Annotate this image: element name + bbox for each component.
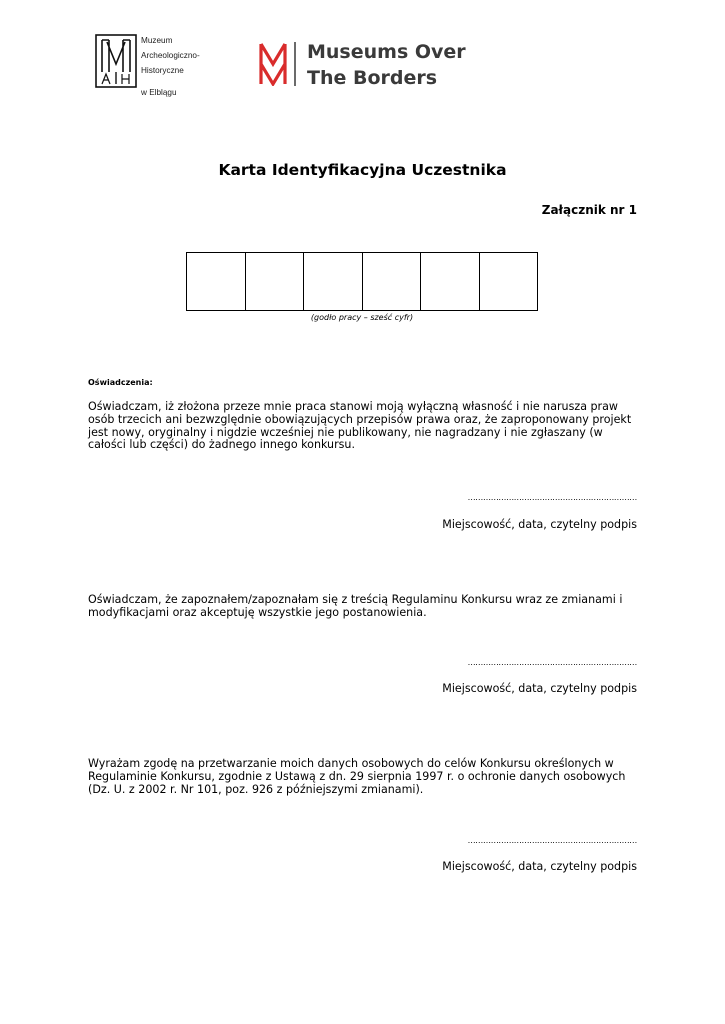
- page-title: Karta Identyfikacyjna Uczestnika: [218, 161, 507, 179]
- logo-separator: [294, 42, 296, 86]
- museum-city: w Elblągu: [141, 88, 177, 97]
- signature-label: Miejscowość, data, czytelny podpis: [442, 682, 637, 695]
- signature-line: …………………………………………………………: [467, 658, 637, 667]
- museum-name-line-2: Archeologiczno-: [141, 51, 200, 60]
- code-box[interactable]: [304, 253, 363, 310]
- code-box[interactable]: [421, 253, 480, 310]
- partner-name: [307, 39, 466, 91]
- code-box[interactable]: [363, 253, 422, 310]
- signature-label: Miejscowość, data, czytelny podpis: [442, 518, 637, 531]
- signature-line: …………………………………………………………: [467, 836, 637, 845]
- museum-name-line-3: Historyczne: [141, 66, 184, 75]
- code-caption: (godło pracy – sześć cyfr): [310, 313, 414, 322]
- statement-text: Oświadczam, że zapoznałem/zapoznałam się z treścią Regulaminu Konkursu wraz ze zmianami i modyfikacjami oraz akceptuję wszystkie jego postanowienia.: [88, 593, 623, 619]
- code-box[interactable]: [246, 253, 305, 310]
- museum-logo-icon: [95, 34, 137, 88]
- section-label: Oświadczenia:: [88, 378, 153, 387]
- statement-text: Wyrażam zgodę na przetwarzanie moich danych osobowych do celów Konkursu określonych w Regulaminie Konkursu, zgodnie z Ustawą z dn. 29 sierpnia 1997 r. o ochronie danych osobowych (Dz. U. z 2002 r. Nr 101, poz. 926 z późniejszymi zmianami).: [88, 757, 626, 796]
- code-boxes: [186, 252, 538, 311]
- statement-text: Oświadczam, iż złożona przeze mnie praca stanowi moją wyłączną własność i nie narusza praw osób trzecich ani bezwzględnie obowiązujących przepisów prawa oraz, że zaproponowany projekt jest nowy, oryginalny i nigdzie wcześniej nie publikowany, nie nagradzany i nie zgłaszany (w całości lub części) do żadnego innego konkursu.: [88, 400, 632, 452]
- attachment-label: Załącznik nr 1: [541, 203, 637, 217]
- code-box[interactable]: [480, 253, 538, 310]
- partner-name-line-1: Museums Over: [307, 41, 466, 63]
- museum-name: [141, 33, 200, 78]
- museum-name-line-1: Muzeum: [141, 36, 173, 45]
- partner-name-line-2: The Borders: [307, 67, 438, 89]
- signature-line: …………………………………………………………: [467, 493, 637, 502]
- signature-label: Miejscowość, data, czytelny podpis: [442, 860, 637, 873]
- museums-over-borders-logo-icon: [258, 42, 288, 86]
- code-box[interactable]: [187, 253, 246, 310]
